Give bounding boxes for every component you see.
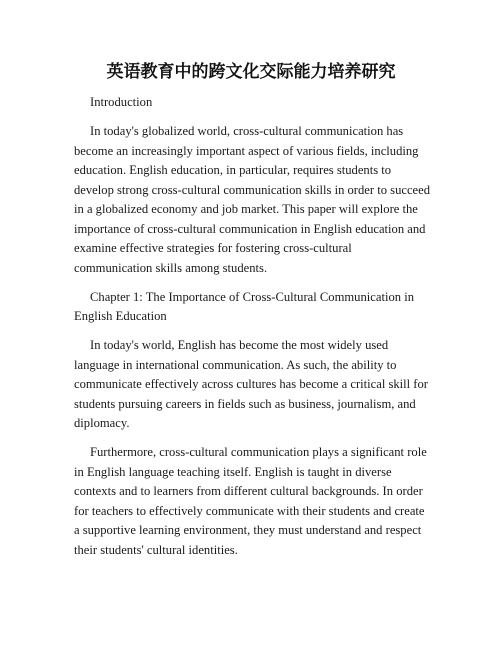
document-title: 英语教育中的跨文化交际能力培养研究 [106, 62, 396, 82]
section-heading-introduction: Introduction [90, 95, 153, 109]
document-body [74, 93, 432, 570]
paragraph-chapter-1-b: Furthermore, cross-cultural communication plays a significant role in English language teaching itself. English is taught in diverse contexts and to learners from different cultural backgrounds. In order for teachers to effectively communicate with their students and create a supportive learning environment, they must understand and respect their students' cultural identities. [74, 445, 427, 557]
paragraph-chapter-1-a: In today's world, English has become the most widely used language in international communication. As such, the ability to communicate effectively across cultures has become a critical skill for students pursuing careers in fields such as business, journalism, and diplomacy. [74, 338, 428, 430]
section-heading-chapter-1: Chapter 1: The Importance of Cross-Cultural Communication in English Education [74, 289, 414, 323]
paragraph-introduction: In today's globalized world, cross-cultural communication has become an increasingly important aspect of various fields, including education. English education, in particular, requires students to develop strong cross-cultural communication skills in order to succeed in a globalized economy and job market. This paper will explore the importance of cross-cultural communication in English education and examine effective strategies for fostering cross-cultural communication skills among students. [74, 124, 431, 275]
